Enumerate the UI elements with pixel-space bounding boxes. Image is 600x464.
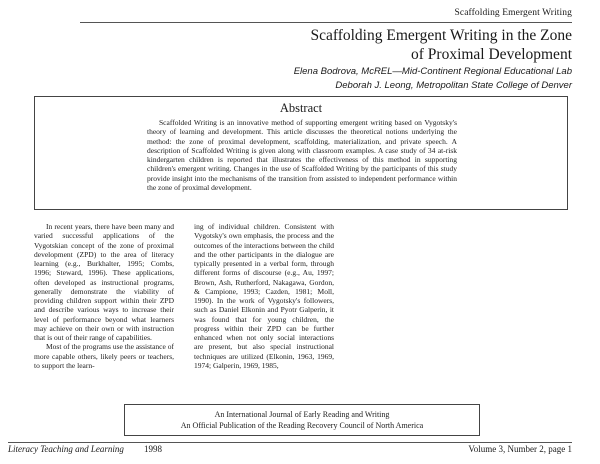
footer-volume: Volume 3, Number 2, page 1 xyxy=(468,444,572,454)
footer-year: 1998 xyxy=(144,444,162,454)
article-title xyxy=(152,26,572,64)
left-paragraph-2: Most of the programs use the assistance of more capable others, likely peers or teachers, to support the learn- xyxy=(34,342,174,370)
running-head: Scaffolding Emergent Writing xyxy=(454,8,572,18)
journal-info-box xyxy=(124,404,480,436)
abstract-heading: Abstract xyxy=(279,101,323,115)
journal-info-line-1: An International Journal of Early Reading and Writing xyxy=(214,410,390,419)
abstract-body: Scaffolded Writing is an innovative method of supporting emergent writing based on Vygotsky's theory of learning and development. This article discusses the theoretical notions underlying the method: the zone of proximal development, scaffolding, materialization, and private speech. A description of Scaffolded Writing is given along with classroom examples. A case study of 34 at-risk kindergarten children is reported that illustrates the effectiveness of this method in supporting children's emergent writing. Changes in the use of Scaffolded Writing by the participants of this study provide insight into the mechanisms of the transition from assisted to independent performance within the zone of proximal development. xyxy=(147,118,457,193)
abstract-box xyxy=(34,96,568,210)
footer-journal: Literacy Teaching and Learning xyxy=(8,444,124,454)
header-rule xyxy=(80,22,572,23)
title-line-1: Scaffolding Emergent Writing in the Zone xyxy=(310,27,572,44)
footer-rule xyxy=(8,442,572,443)
left-column xyxy=(34,222,174,370)
body-columns xyxy=(34,222,334,370)
right-column xyxy=(194,222,334,370)
journal-info-line-2: An Official Publication of the Reading Recovery Council of North America xyxy=(180,421,424,430)
author-2: Deborah J. Leong, Metropolitan State College of Denver xyxy=(335,80,572,91)
title-line-2: of Proximal Development xyxy=(411,46,572,63)
left-paragraph-1: In recent years, there have been many and varied successful applications of the Vygotskian concept of the zone of proximal development (ZPD) to the area of literacy learning (e.g., Burkhalter, 1995; Combs, 1996; Steward, 1996). These applications, often developed as instructional programs, generally demonstrate the viability of providing children support within their ZPD and describe various ways to increase their level of performance beyond what learners may achieve on their own or with instruction that is out of their range of capabilities. xyxy=(34,222,174,342)
right-paragraph-1: ing of individual children. Consistent with Vygotsky's own emphasis, the process and the outcomes of the interactions between the child and the other participants in the dialogue are typically presented in a verbal form, through different forms of discourse (e.g., Au, 1997; Brown, Ash, Rutherford, Nakagawa, Gordon, & Campione, 1993; Cazden, 1981; Moll, 1990). In the work of Vygotsky's followers, such as Daniel Elkonin and Pyotr Galperin, it was found that for young children, the progress within their ZPD can be further enhanced when not only social interactions are present, but also special instructional techniques are utilized (Elkonin, 1963, 1969, 1974; Galperin, 1969, 1985, xyxy=(194,222,334,370)
author-1: Elena Bodrova, McREL—Mid-Continent Regional Educational Lab xyxy=(293,66,572,77)
